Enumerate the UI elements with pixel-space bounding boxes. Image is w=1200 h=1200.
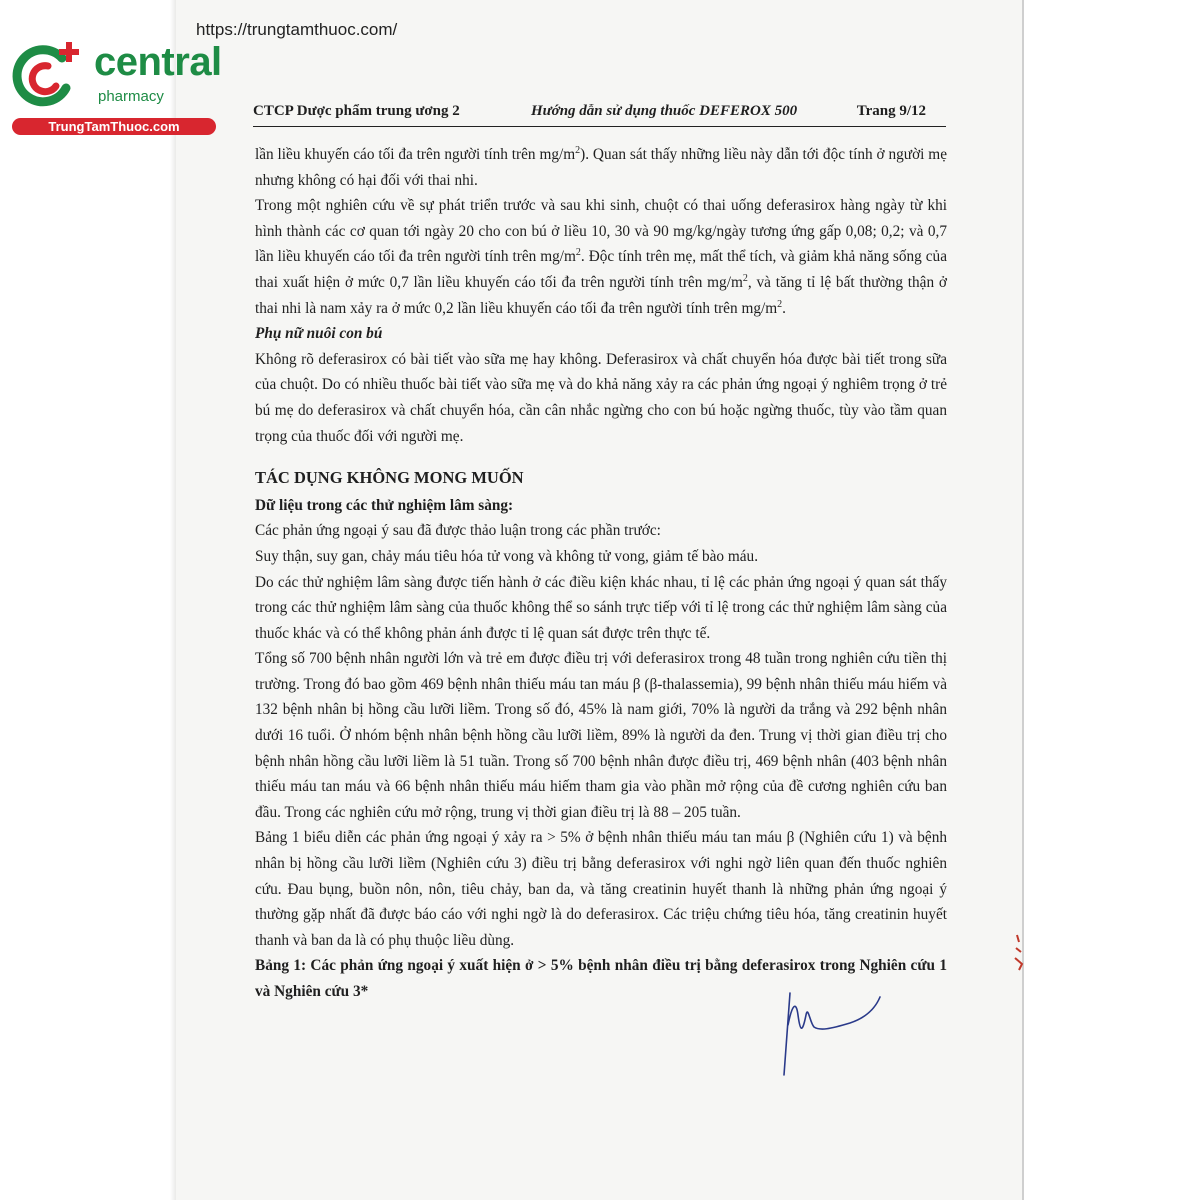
paragraph-table-intro: Bảng 1 biểu diễn các phản ứng ngoại ý xảy ra > 5% ở bệnh nhân thiếu máu tan máu β (Nghiên cứu 1) và bệnh nhân bị hồng cầu lưỡi liềm (Nghiên cứu 3) điều trị bằng deferasirox với nghi ngờ liên quan đến thuốc nghiên cứu. Đau bụng, buồn nôn, nôn, tiêu chảy, ban da, và tăng creatinin huyết thanh là những phản ứng ngoại ý thường gặp nhất đã được báo cáo với nghi ngờ là do deferasirox. Các triệu chứng tiêu hóa, tăng creatinin huyết thanh và ban da là có phụ thuộc liều dùng. bbox=[255, 829, 947, 949]
logo-subtitle: pharmacy bbox=[98, 88, 164, 105]
logo-banner: TrungTamThuoc.com bbox=[12, 118, 216, 135]
paragraph-reaction-list: Suy thận, suy gan, chảy máu tiêu hóa tử vong và không tử vong, giảm tế bào máu. bbox=[255, 547, 759, 565]
subheading-lactation: Phụ nữ nuôi con bú bbox=[255, 325, 383, 343]
document-body bbox=[255, 142, 947, 1005]
paragraph-maternal-toxicity: lần liều khuyến cáo tối đa trên người tính trên $mg/m^2$). Quan sát thấy những liều này dẫn tới độc tính ở người mẹ nhưng không có hại đối với thai nhi. bbox=[255, 144, 947, 189]
pharmacy-cross-logo-icon bbox=[8, 36, 88, 116]
header-page-number: Trang 9/12 bbox=[856, 103, 926, 119]
paragraph-prenatal-study: Trong một nghiên cứu về sự phát triển trước và sau khi sinh, chuột có thai uống deferasirox hàng ngày từ khi hình thành các cơ quan tới ngày 20 cho con bú ở liều 10, 30 và 90 mg/kg/ngày tương ứng gấp 0,08; 0,2; và 0,7 lần liều khuyến cáo tối đa trên người tính trên $mg/m^2$. Độc tính trên mẹ, mất thể tích, và giảm khả năng sống của thai xuất hiện ở mức 0,7 lần liều khuyến cáo tối đa trên người tính trên $mg/m^2$, và tăng tỉ lệ bất thường thận ở thai nhi là nam xảy ra ở mức 0,2 lần liều khuyến cáo tối đa trên người tính trên $mg/m^2$. bbox=[255, 197, 947, 317]
handwritten-signature bbox=[780, 985, 890, 1080]
watermark-url[interactable]: https://trungtamthuoc.com/ bbox=[196, 20, 398, 39]
paragraph-trial-conditions: Do các thử nghiệm lâm sàng được tiến hành ở các điều kiện khác nhau, tỉ lệ các phản ứng ngoại ý quan sát thấy trong các thử nghiệm lâm sàng của thuốc không thể so sánh trực tiếp với tỉ lệ trong các thử nghiệm lâm sàng của thuốc khác và có thể không phản ánh được tỉ lệ quan sát được trên thực tế. bbox=[255, 573, 947, 642]
paragraph-lactation: Không rõ deferasirox có bài tiết vào sữa mẹ hay không. Deferasirox và chất chuyển hóa được bài tiết trong sữa của chuột. Do có nhiều thuốc bài tiết vào sữa mẹ và do khả năng xảy ra các phản ứng ngoại ý nghiêm trọng ở trẻ bú mẹ do deferasirox và chất chuyển hóa, cần cân nhắc ngừng cho con bú hoặc ngừng thuốc, tùy vào tầm quan trọng của thuốc đối với người mẹ. bbox=[255, 350, 947, 445]
header-company: CTCP Dược phẩm trung ương 2 bbox=[253, 103, 460, 119]
table-caption: Bảng 1: Các phản ứng ngoại ý xuất hiện ở > 5% bệnh nhân điều trị bằng deferasirox trong Nghiên cứu 1 và Nghiên cứu 3* bbox=[255, 957, 947, 1000]
paragraph-discussed-reactions: Các phản ứng ngoại ý sau đã được thảo luận trong các phần trước: bbox=[255, 522, 661, 540]
logo-wordmark: central bbox=[94, 40, 222, 84]
header-document-title: Hướng dẫn sử dụng thuốc DEFEROX 500 bbox=[531, 103, 798, 119]
central-pharmacy-logo bbox=[8, 36, 222, 136]
paragraph-patient-population: Tổng số 700 bệnh nhân người lớn và trẻ em được điều trị với deferasirox trong 48 tuần trong nghiên cứu tiền thị trường. Trong đó bao gồm 469 bệnh nhân thiếu máu tan máu β (β-thalassemia), 99 bệnh nhân thiếu máu hiếm và 132 bệnh nhân bị hồng cầu lưỡi liềm. Trong số đó, 45% là nam giới, 70% là người da trắng và 292 bệnh nhân dưới 16 tuổi. Ở nhóm bệnh nhân bệnh hồng cầu lưỡi liềm, 89% là người da đen. Trung vị thời gian điều trị cho bệnh nhân hồng cầu lưỡi liềm là 51 tuần. Trong số 700 bệnh nhân được điều trị, 469 bệnh nhân (403 bệnh nhân thiếu máu tan máu và 66 bệnh nhân thiếu máu hiếm tham gia vào phần mở rộng của đề cương nghiên cứu ban đầu. Trong các nghiên cứu mở rộng, trung vị thời gian điều trị là 88 – 205 tuần. bbox=[255, 650, 947, 821]
subheading-clinical-data: Dữ liệu trong các thử nghiệm lâm sàng: bbox=[255, 496, 514, 514]
section-heading-adverse-effects: TÁC DỤNG KHÔNG MONG MUỐN bbox=[255, 468, 524, 488]
page-header bbox=[253, 100, 946, 127]
margin-stamp-mark bbox=[1013, 930, 1027, 975]
